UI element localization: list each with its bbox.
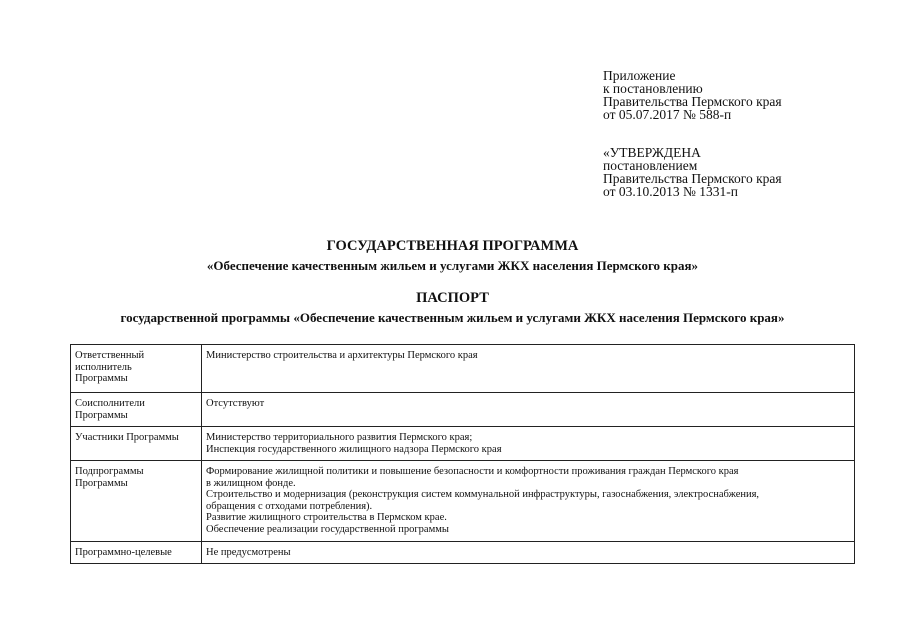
value-line: Формирование жилищной политики и повышение безопасности и комфортности проживания граждан Пермского края bbox=[206, 466, 739, 477]
label-line: Программно-целевые bbox=[75, 547, 172, 558]
table-row bbox=[71, 393, 855, 427]
table-row bbox=[71, 345, 855, 393]
value-line: Министерство территориального развития Пермского края; bbox=[206, 432, 473, 443]
appendix-line: от 05.07.2017 № 588-п bbox=[603, 107, 732, 122]
label-line: Ответственный bbox=[75, 350, 145, 361]
label-line: Соисполнители bbox=[75, 398, 145, 409]
row-label-cell bbox=[71, 542, 202, 564]
row-value-cell bbox=[202, 393, 855, 427]
row-label-cell bbox=[71, 461, 202, 542]
value-line: Инспекция государственного жилищного надзора Пермского края bbox=[206, 443, 502, 455]
value-line: обращения с отходами потребления). bbox=[206, 500, 373, 512]
label-line: Программы bbox=[75, 477, 128, 489]
row-value-cell bbox=[202, 345, 855, 393]
table-row bbox=[71, 461, 855, 542]
label-line: Подпрограммы bbox=[75, 466, 144, 477]
label-line: Участники Программы bbox=[75, 432, 179, 443]
approval-line: постановлением bbox=[603, 158, 698, 173]
value-line: в жилищном фонде. bbox=[206, 477, 296, 489]
value-line: Обеспечение реализации государственной программы bbox=[206, 523, 449, 535]
approval-line: Правительства Пермского края bbox=[603, 171, 782, 186]
passport-table bbox=[70, 344, 855, 564]
appendix-line: к постановлению bbox=[603, 81, 703, 96]
label-line: исполнитель bbox=[75, 361, 132, 373]
row-value-cell bbox=[202, 427, 855, 461]
appendix-block bbox=[603, 69, 782, 121]
appendix-line: Приложение bbox=[603, 68, 676, 83]
table-row bbox=[71, 427, 855, 461]
row-label-cell bbox=[71, 345, 202, 393]
label-line: Программы bbox=[75, 409, 128, 421]
program-title: ГОСУДАРСТВЕННАЯ ПРОГРАММА bbox=[326, 238, 579, 254]
approval-line: от 03.10.2013 № 1331-п bbox=[603, 184, 738, 199]
row-label-cell bbox=[71, 427, 202, 461]
appendix-line: Правительства Пермского края bbox=[603, 94, 782, 109]
value-line: Министерство строительства и архитектуры Пермского края bbox=[206, 350, 478, 361]
value-line: Отсутствуют bbox=[206, 398, 265, 409]
row-label-cell bbox=[71, 393, 202, 427]
row-value-cell bbox=[202, 461, 855, 542]
passport-name: государственной программы «Обеспечение качественным жильем и услугами ЖКХ населения Пермского края» bbox=[120, 310, 785, 325]
value-line: Не предусмотрены bbox=[206, 547, 291, 558]
value-line: Строительство и модернизация (реконструкция систем коммунальной инфраструктуры, газоснабжения, электроснабжения, bbox=[206, 489, 760, 500]
passport-title: ПАСПОРТ bbox=[416, 290, 489, 306]
approval-block bbox=[603, 146, 782, 198]
label-line: Программы bbox=[75, 373, 128, 384]
approval-line: «УТВЕРЖДЕНА bbox=[603, 145, 701, 160]
table-row bbox=[71, 542, 855, 564]
program-name: «Обеспечение качественным жильем и услугами ЖКХ населения Пермского края» bbox=[206, 258, 699, 273]
row-value-cell bbox=[202, 542, 855, 564]
value-line: Развитие жилищного строительства в Пермском крае. bbox=[206, 512, 447, 523]
